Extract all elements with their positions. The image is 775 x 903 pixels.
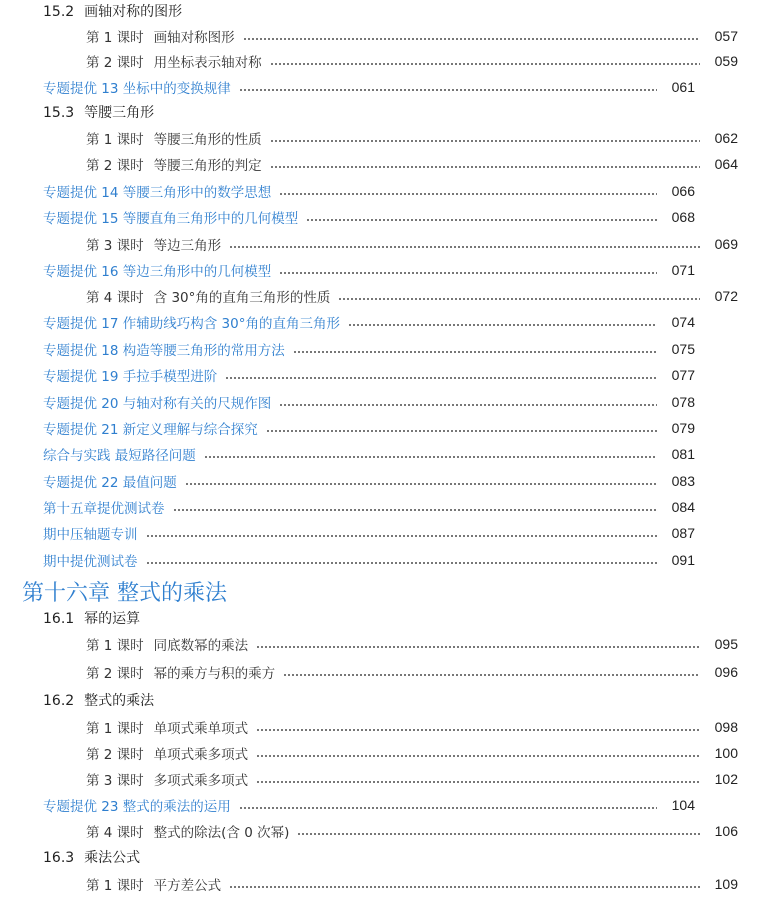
toc-lesson-row[interactable] [0, 48, 775, 74]
toc-lesson-row[interactable] [0, 125, 775, 151]
toc-special-row[interactable] [0, 792, 732, 818]
lesson-name: 画轴对称图形 [153, 30, 235, 46]
toc-section-row [0, 99, 732, 125]
section-title [43, 102, 154, 122]
dot-leader [270, 140, 700, 142]
section-title [43, 608, 140, 628]
entry-title: 专题提优 18 构造等腰三角形的常用方法 [43, 343, 285, 359]
page-number: 075 [671, 341, 695, 357]
page-number: 057 [714, 28, 738, 44]
dot-leader [297, 833, 700, 835]
dot-leader [256, 646, 700, 648]
entry-title: 综合与实践 最短路径问题 [43, 448, 196, 464]
dot-leader [146, 562, 658, 564]
page-number: 064 [714, 156, 738, 172]
section-name: 画轴对称的图形 [84, 4, 183, 20]
toc-section-row [0, 844, 732, 870]
dot-leader [185, 483, 657, 485]
entry-title [86, 154, 262, 174]
lesson-label: 第 2 课时 [86, 55, 144, 71]
toc-special-row[interactable] [0, 494, 732, 520]
dot-leader [256, 729, 700, 731]
dot-leader [229, 886, 700, 888]
page-number: 062 [714, 130, 738, 146]
lesson-label: 第 2 课时 [86, 158, 144, 174]
dot-leader [243, 38, 700, 40]
toc-special-row[interactable] [0, 74, 732, 100]
section-number: 15.2 [43, 4, 75, 20]
entry-title [86, 874, 221, 894]
lesson-name: 整式的除法(含 0 次幂) [153, 825, 290, 841]
toc-special-row[interactable] [0, 204, 732, 230]
lesson-label: 第 1 课时 [86, 638, 144, 654]
dot-leader [270, 166, 700, 168]
lesson-label: 第 1 课时 [86, 30, 144, 46]
page-number: 084 [671, 499, 695, 515]
section-number: 15.3 [43, 105, 75, 121]
section-name: 整式的乘法 [84, 693, 155, 709]
dot-leader [239, 89, 657, 91]
page-number: 100 [714, 745, 738, 761]
page-number: 095 [714, 636, 738, 652]
toc-special-row[interactable] [0, 415, 732, 441]
entry-title: 专题提优 23 整式的乘法的运用 [43, 799, 231, 815]
entry-title [86, 286, 330, 306]
toc-lesson-row[interactable] [0, 740, 775, 766]
section-name: 乘法公式 [84, 850, 141, 866]
entry-title [86, 769, 248, 789]
toc-lesson-row[interactable] [0, 818, 775, 844]
toc-lesson-row[interactable] [0, 151, 775, 177]
dot-leader [348, 324, 657, 326]
lesson-label: 第 1 课时 [86, 721, 144, 737]
toc-special-row[interactable] [0, 441, 732, 467]
lesson-name: 含 30°角的直角三角形的性质 [153, 290, 331, 306]
dot-leader [338, 298, 700, 300]
entry-title: 专题提优 13 坐标中的变换规律 [43, 81, 231, 97]
page-number: 083 [671, 473, 695, 489]
section-number: 16.3 [43, 850, 75, 866]
toc-lesson-row[interactable] [0, 23, 775, 49]
lesson-label: 第 1 课时 [86, 878, 144, 894]
page-number: 061 [671, 79, 695, 95]
dot-leader [293, 351, 657, 353]
dot-leader [279, 193, 657, 195]
page-number: 074 [671, 314, 695, 330]
entry-title [86, 234, 221, 254]
lesson-label: 第 2 课时 [86, 747, 144, 763]
dot-leader [146, 535, 658, 537]
lesson-label: 第 3 课时 [86, 238, 144, 254]
page-number: 109 [714, 876, 738, 892]
page-number: 091 [671, 552, 695, 568]
entry-title: 专题提优 20 与轴对称有关的尺规作图 [43, 396, 272, 412]
toc-special-row[interactable] [0, 336, 732, 362]
entry-title: 第十五章提优测试卷 [43, 501, 165, 517]
entry-title [86, 51, 262, 71]
entry-title [86, 128, 262, 148]
page-number: 106 [714, 823, 738, 839]
entry-title [86, 662, 275, 682]
lesson-label: 第 4 课时 [86, 290, 144, 306]
toc-section-row [0, 0, 732, 24]
dot-leader [229, 246, 700, 248]
toc-special-row[interactable] [0, 468, 732, 494]
entry-title: 专题提优 21 新定义理解与综合探究 [43, 422, 258, 438]
section-number: 16.2 [43, 693, 75, 709]
toc-special-row[interactable] [0, 520, 732, 546]
page-number: 104 [671, 797, 695, 813]
lesson-name: 等边三角形 [153, 238, 222, 254]
entry-title: 期中压轴题专训 [43, 527, 138, 543]
dot-leader [225, 377, 657, 379]
entry-title: 专题提优 15 等腰直角三角形中的几何模型 [43, 211, 299, 227]
section-title [43, 1, 182, 21]
toc-lesson-row[interactable] [0, 231, 775, 257]
toc-special-row[interactable] [0, 257, 732, 283]
entry-title: 专题提优 14 等腰三角形中的数学思想 [43, 185, 272, 201]
entry-title [86, 821, 289, 841]
lesson-name: 多项式乘多项式 [153, 773, 249, 789]
entry-title: 专题提优 16 等边三角形中的几何模型 [43, 264, 272, 280]
entry-title [86, 26, 235, 46]
lesson-label: 第 2 课时 [86, 666, 144, 682]
page-number: 078 [671, 394, 695, 410]
lesson-name: 幂的乘方与积的乘方 [153, 666, 276, 682]
toc-special-row[interactable] [0, 547, 732, 573]
page-number: 066 [671, 183, 695, 199]
lesson-name: 用坐标表示轴对称 [153, 55, 262, 71]
dot-leader [256, 781, 700, 783]
toc-chapter-row [0, 574, 711, 608]
lesson-name: 平方差公式 [153, 878, 222, 894]
entry-title: 专题提优 17 作辅助线巧构含 30°角的直角三角形 [43, 316, 340, 332]
toc-lesson-row[interactable] [0, 631, 775, 657]
toc-section-row [0, 605, 732, 631]
lesson-label: 第 1 课时 [86, 132, 144, 148]
page-number: 059 [714, 53, 738, 69]
toc-lesson-row[interactable] [0, 766, 775, 792]
dot-leader [266, 430, 657, 432]
dot-leader [306, 219, 657, 221]
section-name: 幂的运算 [84, 611, 141, 627]
section-number: 16.1 [43, 611, 75, 627]
entry-title: 专题提优 19 手拉手模型进阶 [43, 369, 218, 385]
toc-special-row[interactable] [0, 178, 732, 204]
toc-lesson-row[interactable] [0, 659, 775, 685]
lesson-label: 第 3 课时 [86, 773, 144, 789]
lesson-name: 单项式乘多项式 [153, 747, 249, 763]
lesson-name: 同底数幂的乘法 [153, 638, 249, 654]
section-name: 等腰三角形 [84, 105, 155, 121]
lesson-name: 单项式乘单项式 [153, 721, 249, 737]
chapter-title: 第十六章 整式的乘法 [22, 580, 227, 606]
section-title [43, 847, 140, 867]
page-number: 072 [714, 288, 738, 304]
toc-section-row [0, 687, 732, 713]
lesson-name: 等腰三角形的判定 [153, 158, 262, 174]
entry-title: 专题提优 22 最值问题 [43, 475, 177, 491]
dot-leader [283, 674, 700, 676]
toc-special-row[interactable] [0, 362, 732, 388]
page-number: 096 [714, 664, 738, 680]
section-title [43, 690, 154, 710]
entry-title [86, 634, 248, 654]
entry-title [86, 717, 248, 737]
entry-title: 期中提优测试卷 [43, 554, 138, 570]
lesson-label: 第 4 课时 [86, 825, 144, 841]
dot-leader [270, 63, 700, 65]
dot-leader [204, 456, 657, 458]
lesson-name: 等腰三角形的性质 [153, 132, 262, 148]
entry-title [86, 743, 248, 763]
page-number: 069 [714, 236, 738, 252]
page-number: 079 [671, 420, 695, 436]
page-number: 102 [714, 771, 738, 787]
dot-leader [279, 404, 657, 406]
page-number: 087 [671, 525, 695, 541]
page-number: 081 [671, 446, 695, 462]
toc-lesson-row[interactable] [0, 871, 775, 897]
dot-leader [279, 272, 657, 274]
toc-lesson-row[interactable] [0, 283, 775, 309]
page-number: 077 [671, 367, 695, 383]
page-number: 068 [671, 209, 695, 225]
dot-leader [239, 807, 657, 809]
dot-leader [256, 755, 700, 757]
toc-lesson-row[interactable] [0, 714, 775, 740]
toc-special-row[interactable] [0, 309, 732, 335]
page-number: 071 [671, 262, 695, 278]
dot-leader [173, 509, 658, 511]
page-number: 098 [714, 719, 738, 735]
toc-special-row[interactable] [0, 389, 732, 415]
